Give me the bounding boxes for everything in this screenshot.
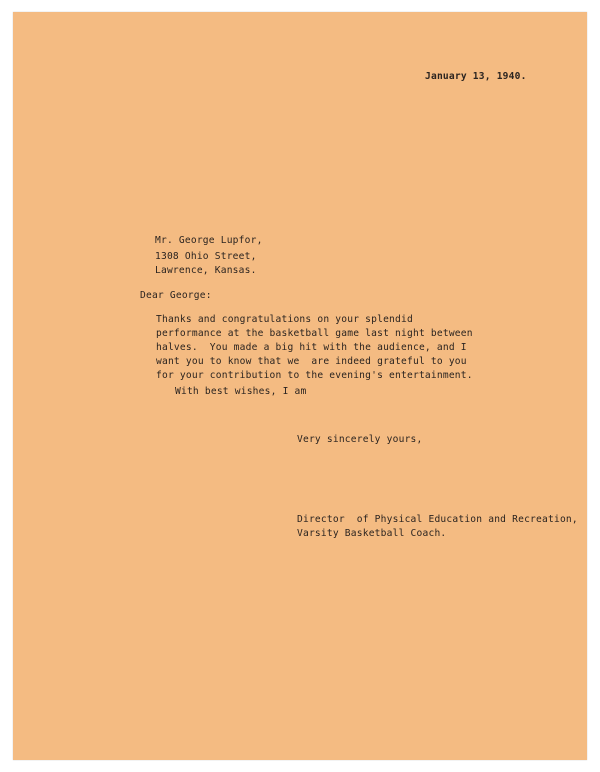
body-line: performance at the basketball game last night between — [156, 328, 473, 339]
body-line: halves. You made a big hit with the audience, and I — [156, 342, 467, 353]
recipient-city: Lawrence, Kansas. — [155, 265, 257, 276]
body-line: want you to know that we are indeed grateful to you — [156, 356, 467, 367]
salutation: Dear George: — [140, 290, 212, 301]
closing-wish: With best wishes, I am — [175, 386, 307, 397]
recipient-name: Mr. George Lupfor, — [155, 235, 263, 246]
valediction: Very sincerely yours, — [297, 434, 423, 445]
letter-date: January 13, 1940. — [425, 71, 527, 82]
body-line: for your contribution to the evening's entertainment. — [156, 370, 473, 381]
signature-title: Varsity Basketball Coach. — [297, 528, 447, 539]
signature-title: Director of Physical Education and Recreation, — [297, 514, 578, 525]
body-line: Thanks and congratulations on your splendid — [156, 314, 413, 325]
recipient-street: 1308 Ohio Street, — [155, 251, 257, 262]
